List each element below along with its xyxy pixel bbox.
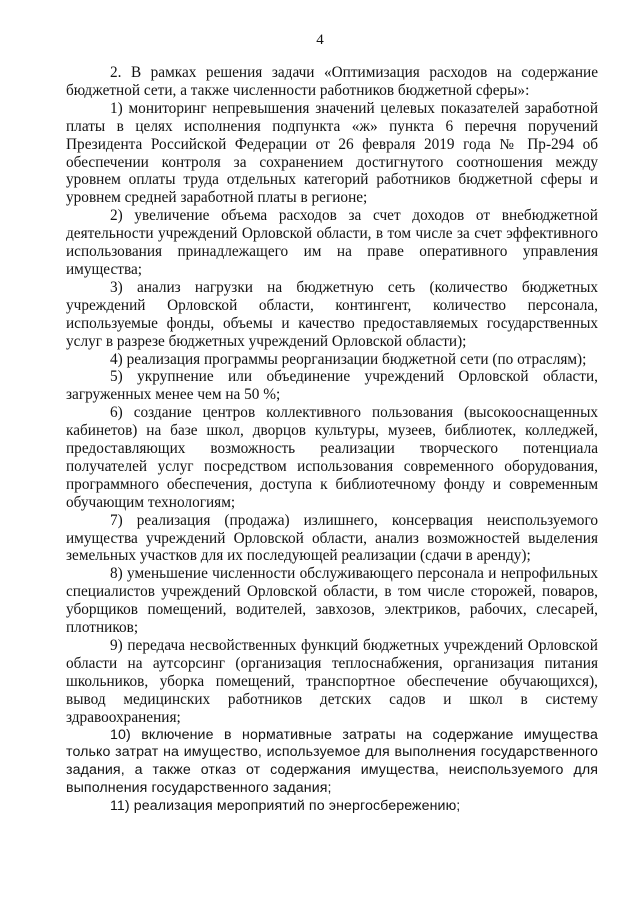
list-item-7: 7) реализация (продажа) излишнего, консервация неиспользуемого имущества учреждений Орловской области, анализ возможностей выделения земельных участков для их последующей реализации (сдачи в аренду); bbox=[66, 511, 598, 565]
list-item-5: 5) укрупнение или объединение учреждений Орловской области, загруженных менее чем на 50 %; bbox=[66, 368, 598, 404]
list-item-11: 11) реализация мероприятий по энергосбережению; bbox=[110, 798, 461, 815]
page-number: 4 bbox=[316, 32, 324, 48]
list-item-1: 1) мониторинг непревышения значений целевых показателей заработной платы в целях исполнения подпункта «ж» пункта 6 перечня поручений Президента Российской Федерации от 26 февраля 2019 года № Пр-294 об обеспечении контроля за сохранением достигнутого соотношения между уровнем оплаты труда отдельных категорий работников бюджетной сферы и уровнем средней заработной платы в регионе; bbox=[66, 99, 598, 207]
document-body bbox=[66, 64, 598, 816]
list-item-8: 8) уменьшение численности обслуживающего персонала и непрофильных специалистов учреждений Орловской области, в том числе сторожей, поваров, уборщиков помещений, водителей, завхозов, электриков, рабочих, слесарей, плотников; bbox=[66, 565, 598, 637]
list-item-9: 9) передача несвойственных функций бюджетных учреждений Орловской области на аутсорсинг (организация теплоснабжения, организация питания школьников, уборка помещений, транспортное обеспечение обучающихся), вывод медицинских работников детских садов и школ в систему здравоохранения; bbox=[66, 637, 598, 726]
list-item-2: 2) увеличение объема расходов за счет доходов от внебюджетной деятельности учреждений Орловской области, в том числе за счет эффективного использования принадлежащего им на праве оперативного управления имущества; bbox=[66, 207, 598, 278]
list-item-10: 10) включение в нормативные затраты на содержание имущества только затрат на имущество, используемое для выполнения государственного задания, а также отказ от содержания имущества, неиспользуемого для выполнения государственного задания; bbox=[66, 726, 598, 797]
list-item-6: 6) создание центров коллективного пользования (высокооснащенных кабинетов) на базе школ, дворцов культуры, музеев, библиотек, колледжей, предоставляющих возможность реализации творческого потенциала получателей услуг посредством использования современного оборудования, программного обеспечения, доступа к библиотечному фонду и современным обучающим технологиям; bbox=[66, 404, 598, 511]
list-item-3: 3) анализ нагрузки на бюджетную сеть (количество бюджетных учреждений Орловской области, контингент, количество персонала, используемые фонды, объемы и качество предоставляемых государственных услуг в разрезе бюджетных учреждений Орловской области); bbox=[66, 278, 598, 350]
paragraph-task-intro: 2. В рамках решения задачи «Оптимизация расходов на содержание бюджетной сети, а также численности работников бюджетной сферы»: bbox=[66, 64, 598, 99]
list-item-4: 4) реализация программы реорганизации бюджетной сети (по отраслям); bbox=[110, 350, 587, 368]
